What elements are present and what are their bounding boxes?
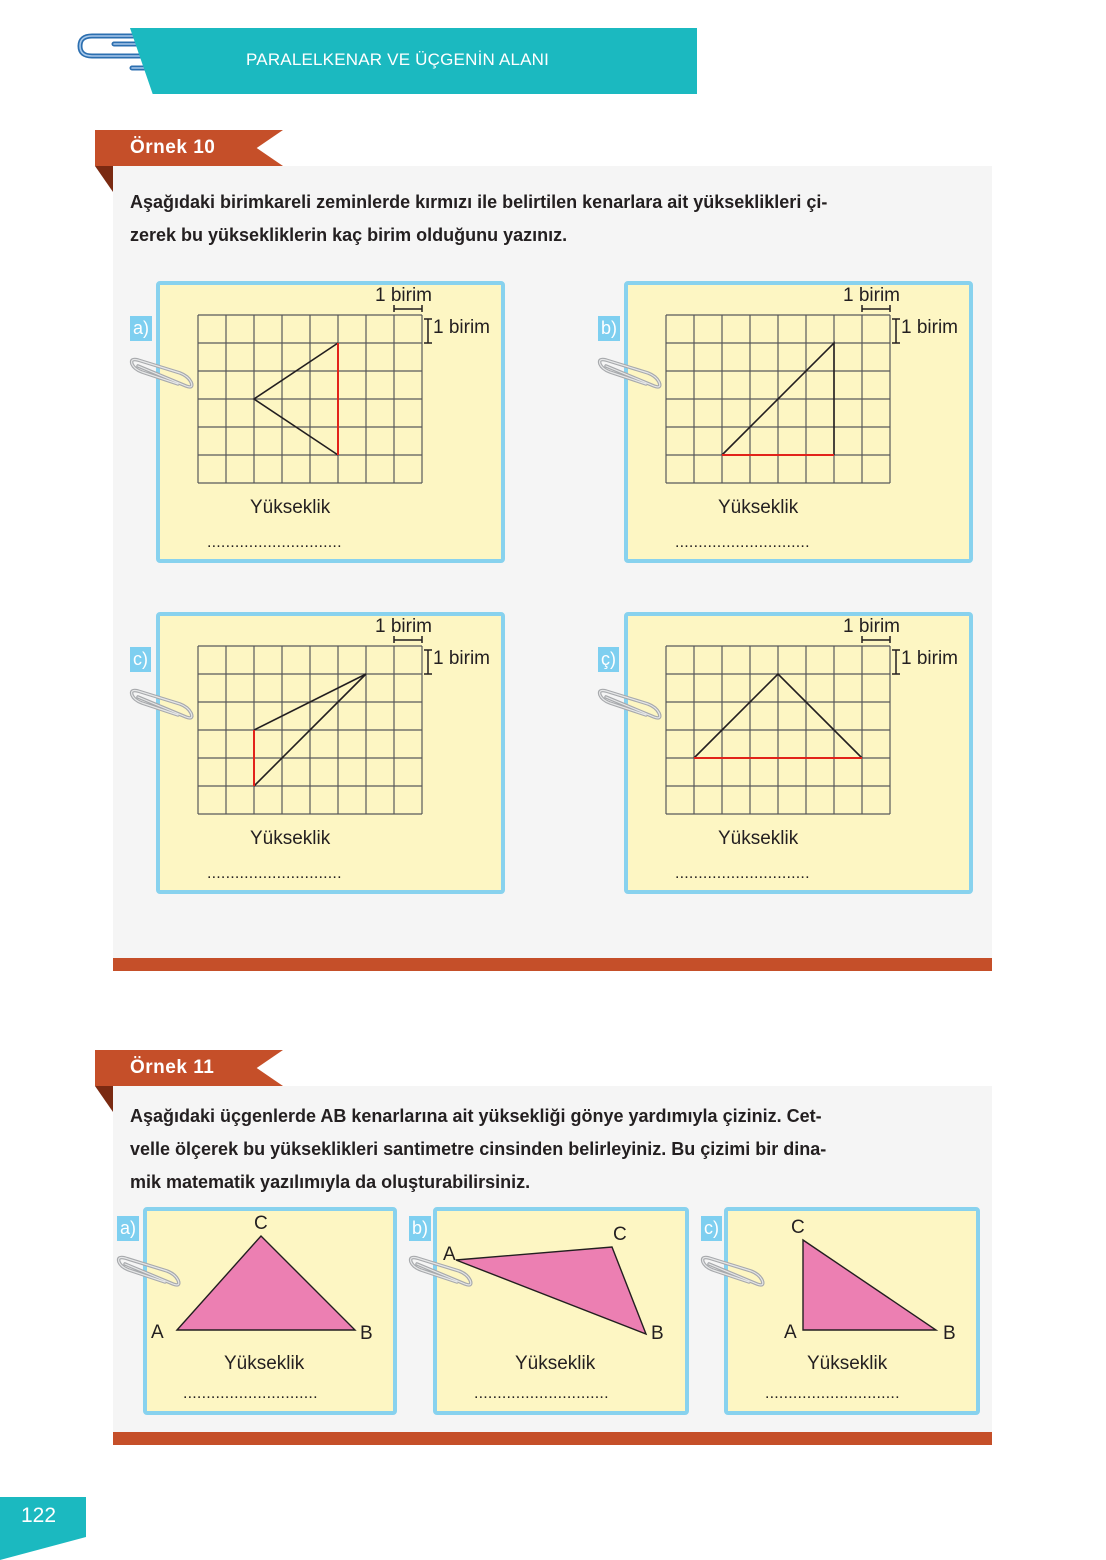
page-number: 122: [21, 1504, 57, 1527]
unit-markers: [394, 636, 432, 674]
example11-instruction-line2: velle ölçerek bu yükseklikleri santimetre cinsinden belirleyiniz. Bu çizimi bir dina-: [130, 1139, 827, 1159]
answer-blank[interactable]: .............................: [474, 1385, 609, 1402]
paperclip-icon: [407, 1254, 477, 1294]
example10-tag-label: Örnek 10: [130, 137, 216, 158]
paperclip-icon: [699, 1254, 769, 1294]
panel-label-cc: ç): [598, 647, 619, 672]
answer-label: Yükseklik: [718, 828, 799, 849]
header-title: PARALELKENAR VE ÜÇGENİN ALANI: [246, 50, 550, 69]
vertex-label-a: A: [151, 1322, 164, 1343]
answer-label: Yükseklik: [807, 1353, 888, 1374]
vertex-label-a: A: [443, 1244, 456, 1265]
answer-blank[interactable]: .............................: [765, 1385, 900, 1402]
unit-markers: [394, 305, 432, 343]
vertex-label-a: A: [784, 1322, 797, 1343]
panel-label-c: c): [130, 647, 151, 672]
unit-label-horizontal: 1 birim: [375, 616, 433, 637]
answer-label: Yükseklik: [250, 497, 331, 518]
paperclip-icon: [128, 356, 198, 396]
unit-markers: [862, 636, 900, 674]
answer-blank[interactable]: .............................: [675, 865, 810, 882]
example10-tag-fold: [95, 166, 113, 192]
unit-label-vertical: 1 birim: [901, 317, 959, 338]
example11-instruction-line3: mik matematik yazılımıyla da oluşturabilirsiniz.: [130, 1172, 531, 1192]
triangle-b: [433, 1207, 689, 1415]
example11-tag-label: Örnek 11: [130, 1057, 215, 1078]
example11-tag-fold: [95, 1086, 113, 1112]
answer-label: Yükseklik: [250, 828, 331, 849]
vertex-label-c: C: [254, 1213, 268, 1234]
answer-label: Yükseklik: [224, 1353, 305, 1374]
answer-label: Yükseklik: [515, 1353, 596, 1374]
unit-label-horizontal: 1 birim: [843, 616, 901, 637]
answer-blank[interactable]: .............................: [207, 534, 342, 551]
vertex-label-c: C: [613, 1224, 627, 1245]
unit-label-horizontal: 1 birim: [843, 285, 901, 306]
panel-label-c: c): [701, 1216, 722, 1241]
triangle-a: [143, 1207, 397, 1415]
example10-instruction-line1: Aşağıdaki birimkareli zeminlerde kırmızı ile belirtilen kenarlara ait yükseklikleri çi-: [130, 192, 828, 212]
example11-bottom-bar: [113, 1432, 992, 1445]
vertex-label-c: C: [791, 1217, 805, 1238]
panel-label-a: a): [130, 316, 152, 341]
vertex-label-b: B: [360, 1323, 373, 1344]
paperclip-icon: [128, 687, 198, 727]
page-number-badge-tail: [0, 1537, 86, 1560]
answer-label: Yükseklik: [718, 497, 799, 518]
example10-bottom-bar: [113, 958, 992, 971]
vertex-label-b: B: [943, 1323, 956, 1344]
unit-label-vertical: 1 birim: [433, 648, 491, 669]
paperclip-icon: [596, 356, 666, 396]
paperclip-icon: [596, 687, 666, 727]
unit-label-horizontal: 1 birim: [375, 285, 433, 306]
unit-label-vertical: 1 birim: [433, 317, 491, 338]
triangle-c: [724, 1207, 980, 1415]
paperclip-icon: [115, 1254, 185, 1294]
unit-label-vertical: 1 birim: [901, 648, 959, 669]
unit-grid: [666, 646, 890, 814]
panel-label-b: b): [598, 316, 620, 341]
example10-instruction-line2: zerek bu yüksekliklerin kaç birim olduğunu yazınız.: [130, 225, 568, 245]
answer-blank[interactable]: .............................: [207, 865, 342, 882]
example11-instruction-line1: Aşağıdaki üçgenlerde AB kenarlarına ait yüksekliği gönye yardımıyla çiziniz. Cet-: [130, 1106, 822, 1126]
unit-grid: [198, 315, 422, 483]
unit-markers: [862, 305, 900, 343]
panel-label-a: a): [117, 1216, 139, 1241]
answer-blank[interactable]: .............................: [183, 1385, 318, 1402]
vertex-label-b: B: [651, 1323, 664, 1344]
answer-blank[interactable]: .............................: [675, 534, 810, 551]
panel-label-b: b): [409, 1216, 431, 1241]
